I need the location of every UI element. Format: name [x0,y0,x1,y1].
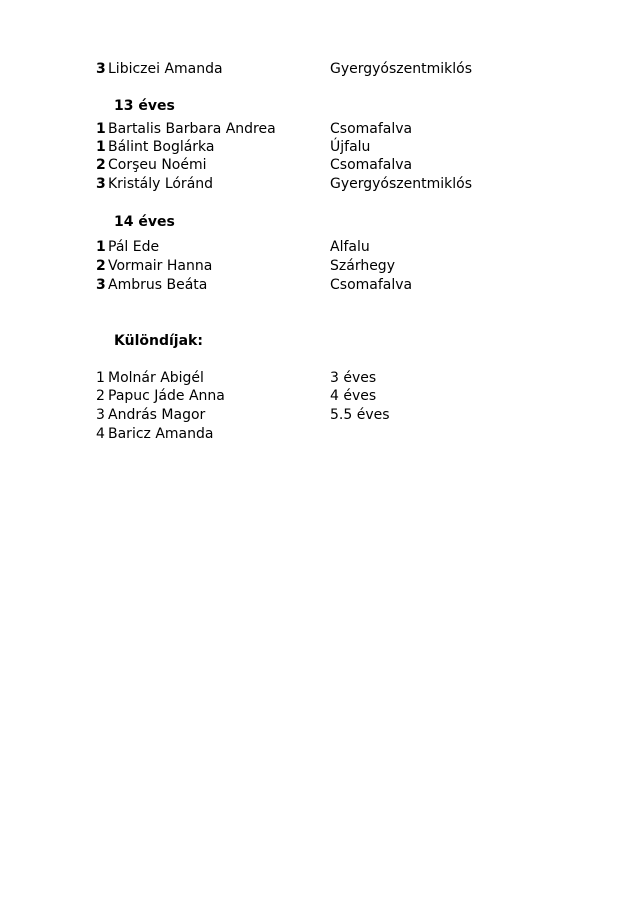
rank: 2 [96,157,106,173]
rank: 2 [96,388,105,404]
participant-name: Papuc Jáde Anna [108,388,225,404]
participant-name: Ambrus Beáta [108,277,208,293]
participant-age: 3 éves [330,370,377,386]
participant-place: Gyergyószentmiklós [330,176,472,192]
special-row [96,387,377,405]
participant-place: Csomafalva [330,157,413,173]
participant-name: Molnár Abigél [108,370,204,386]
participant-place: Szárhegy [330,258,395,274]
result-row [96,257,395,275]
participant-name: Bálint Boglárka [108,139,215,155]
special-row [96,369,377,387]
participant-name: Corşeu Noémi [108,157,207,173]
participant-place: Gyergyószentmiklós [330,61,472,77]
section-heading-13: 13 éves [114,98,175,114]
participant-name: Libiczei Amanda [108,61,223,77]
rank: 3 [96,277,106,293]
participant-name: Bartalis Barbara Andrea [108,121,276,137]
special-row [96,406,390,424]
section-heading-special: Különdíjak: [114,333,203,349]
result-row [96,60,472,78]
result-row [96,276,413,294]
rank: 3 [96,407,105,423]
participant-age: 4 éves [330,388,377,404]
participant-name: András Magor [108,407,206,423]
participant-name: Vormair Hanna [108,258,213,274]
participant-age: 5.5 éves [330,407,390,423]
special-row [96,425,330,443]
rank: 4 [96,426,105,442]
participant-place: Alfalu [330,239,370,255]
rank: 1 [96,121,106,137]
rank: 1 [96,139,106,155]
result-row [96,156,413,174]
rank: 2 [96,258,106,274]
participant-place: Csomafalva [330,277,413,293]
result-row [96,120,413,138]
rank: 3 [96,61,106,77]
participant-name: Baricz Amanda [108,426,214,442]
result-row [96,238,370,256]
participant-name: Pál Ede [108,239,160,255]
rank: 1 [96,370,105,386]
participant-place: Csomafalva [330,121,413,137]
participant-name: Kristály Lóránd [108,176,214,192]
result-row [96,175,472,193]
participant-place: Újfalu [330,139,371,155]
rank: 3 [96,176,106,192]
result-row [96,138,371,156]
rank: 1 [96,239,106,255]
section-heading-14: 14 éves [114,214,175,230]
